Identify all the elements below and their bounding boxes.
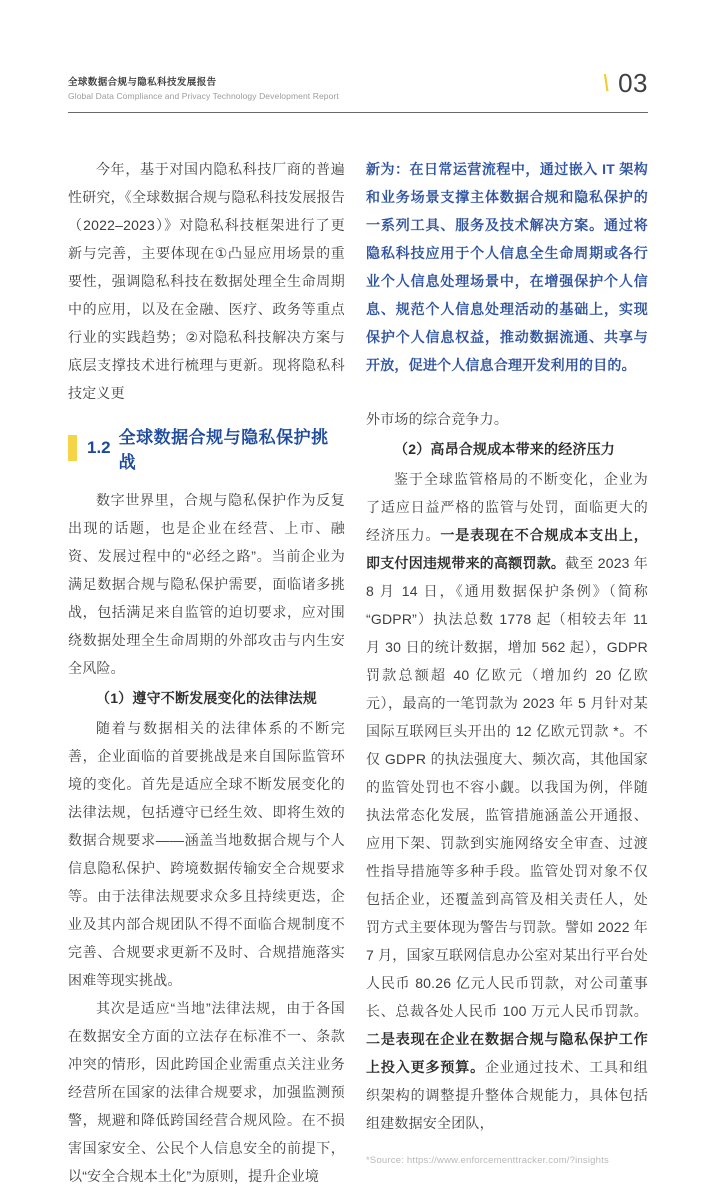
paragraph [68,994,345,1190]
sub-heading [68,684,345,712]
report-title-en: Global Data Compliance and Privacy Technology Development Report [68,91,339,101]
left-top-paragraphs [68,155,345,407]
paragraph [68,714,345,994]
left-bottom-paragraphs [68,486,345,1190]
report-title-block [68,74,339,101]
section-number: 1.2 [87,438,111,457]
page-number-slash-icon: \ [603,70,609,96]
text-run: 随着与数据相关的法律体系的不断完善，企业面临的首要挑战是来自国际监管环境的变化。首先是适应全球不断发展变化的法律法规，包括遵守已经生效、即将生效的数据合规要求——涵盖当地数据合规与个人信息隐私保护、跨境数据传输安全合规要求等。由于法律法规要求众多且持续更迭，企业及其内部合规团队不得不面临合规制度不完善、合规要求更新不及时、合规措施落实困难等现实挑战。 [68,720,346,988]
text-run: 一是表现在不合规成本支出上，即支付因违规带来的高额罚款。 [366,527,648,571]
text-run: （2）高昂合规成本带来的经济压力 [394,441,616,457]
text-run: 二是表现在企业在数据合规与隐私保护工作上投入更多预算。 [366,1031,648,1075]
paragraph [366,405,648,433]
text-run: 新为：在日常运营流程中，通过嵌入 IT 架构和业务场景支撑主体数据合规和隐私保护的一系列工具、服务及技术解决方案。通过将隐私科技应用于个人信息全生命周期或各行业个人信息处理场景中，在增强保护个人信息、规范个人信息处理活动的基础上，实现保护个人信息权益，推动数据流通、共享与开放，促进个人信息合理开发利用的目的。 [366,161,648,373]
sub-heading [366,435,648,463]
right-paragraphs [366,155,648,1137]
text-run: 企业通过技术、工具和组织架构的调整提升整体合规能力，具体包括组建数据安全团队， [366,1059,648,1131]
page-header [68,68,648,101]
text-run: 外市场的综合竞争力。 [366,411,509,427]
paragraph [366,465,648,1137]
paragraph [68,155,345,407]
paragraph [366,155,648,379]
header-divider [68,112,648,113]
text-run: 其次是适应“当地”法律法规，由于各国在数据安全方面的立法存在标准不一、条款冲突的情形，因此跨国企业需重点关注业务经营所在国家的法律合规要求，加强监测预警，规避和降低跨国经营合规风险。在不损害国家安全、公民个人信息安全的前提下，以“安全合规本土化”为原则，提升企业境 [68,1000,346,1184]
page-number: 03 [618,68,648,98]
content-columns [68,155,648,1190]
section-heading [68,423,345,473]
paragraph [68,486,345,682]
source-note: *Source: https://www.enforcementtracker.com/?insights [366,1155,609,1166]
page-number-block [603,68,648,99]
text-run: 数字世界里，合规与隐私保护作为反复出现的话题，也是企业在经营、上市、融资、发展过程中的“必经之路”。当前企业为满足数据合规与隐私保护需要，面临诸多挑战，包括满足来自监管的迫切要求，应对围绕数据处理全生命周期的外部攻击与内生安全风险。 [68,492,346,676]
section-title: 全球数据合规与隐私保护挑战 [118,428,329,472]
text-run: 鉴于全球监管格局的不断变化，企业为了适应日益严格的监管与处罚，面临更大的经济压力。 [366,471,648,543]
report-title-zh: 全球数据合规与隐私科技发展报告 [68,77,217,88]
left-column [68,155,345,1190]
text-run: （1）遵守不断发展变化的法律法规 [96,690,317,706]
right-column [366,155,648,1190]
section-accent-bar [68,435,77,461]
text-run: 截至 2023 年 8 月 14 日，《通用数据保护条例》（简称“GDPR”）执法总数 1778 起（相较去年 11 月 30 日的统计数据，增加 562 起），GDPR 罚款总额超 40 亿欧元（增加约 20 亿欧元），最高的一笔罚款为 2023 年 5 月针对某国际互联网巨头开出的 12 亿欧元罚款 *。不仅 GDPR 的执法强度大、频次高，其他国家的监管处罚也不容小觑。以我国为例，伴随执法常态化发展，监管措施涵盖公开通报、应用下架、罚款到实施网络安全审查、过渡性指导措施等多种手段。监管处罚对象不仅包括企业，还覆盖到高管及相关责任人，处罚方式主要体现为警告与罚款。譬如 2022 年 7 月，国家互联网信息办公室对某出行平台处人民币 80.26 亿元人民币罚款，对公司董事长、总裁各处人民币 100 万元人民币罚款。 [366,555,648,1019]
text-run: 今年，基于对国内隐私科技厂商的普遍性研究，《全球数据合规与隐私科技发展报告（2022–2023）》对隐私科技框架进行了更新与完善，主要体现在①凸显应用场景的重要性，强调隐私科技在数据处理全生命周期中的应用，以及在金融、医疗、政务等重点行业的实践趋势；②对隐私科技解决方案与底层支撑技术进行梳理与更新。现将隐私科技定义更 [68,161,346,401]
